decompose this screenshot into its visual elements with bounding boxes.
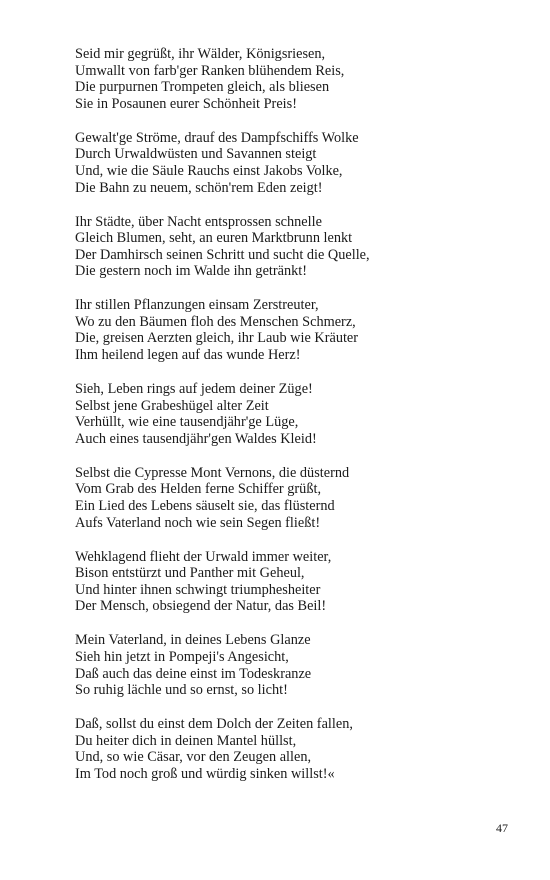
poem-line: Wo zu den Bäumen floh des Menschen Schmerz, <box>75 313 356 330</box>
poem-line: Verhüllt, wie eine tausendjähr'ge Lüge, <box>75 414 299 431</box>
poem-line: Umwallt von farb'ger Ranken blühendem Reis, <box>75 62 345 79</box>
poem-line: Seid mir gegrüßt, ihr Wälder, Königsriesen, <box>75 46 326 62</box>
poem-line: Wehklagend flieht der Urwald immer weiter, <box>75 548 332 565</box>
poem-line: Mein Vaterland, in deines Lebens Glanze <box>75 632 311 649</box>
page-number: 47 <box>496 821 508 835</box>
poem-line: Sieh hin jetzt in Pompeji's Angesicht, <box>75 648 289 665</box>
poem-line: Im Tod noch groß und würdig sinken willst!« <box>75 765 335 782</box>
poem-line: Ein Lied des Lebens säuselt sie, das flüsternd <box>75 498 335 515</box>
poem-line: Der Damhirsch seinen Schritt und sucht die Quelle, <box>75 246 370 263</box>
stanza-1 <box>75 46 515 112</box>
poem-line: Die purpurnen Trompeten gleich, als bliesen <box>75 79 330 96</box>
poem-line: Die, greisen Aerzten gleich, ihr Laub wie Kräuter <box>75 330 359 347</box>
poem-line: Gewalt'ge Ströme, drauf des Dampfschiffs Wolke <box>75 129 359 146</box>
poem-line: Und hinter ihnen schwingt triumphesheiter <box>75 581 321 598</box>
poem-line: Ihr stillen Pflanzungen einsam Zerstreuter, <box>75 297 319 314</box>
stanza-9 <box>75 716 515 782</box>
poem-line: Gleich Blumen, seht, an euren Marktbrunn lenkt <box>75 230 353 247</box>
poem-line: Selbst jene Grabeshügel alter Zeit <box>75 397 269 414</box>
poem-line: Aufs Vaterland noch wie sein Segen fließt! <box>75 514 321 531</box>
poem-line: Daß auch das deine einst im Todeskranze <box>75 665 312 682</box>
poem-line: Du heiter dich in deinen Mantel hüllst, <box>75 732 297 749</box>
poem-line: Auch eines tausendjähr'gen Waldes Kleid! <box>75 430 317 447</box>
poem-line: Vom Grab des Helden ferne Schiffer grüßt, <box>75 481 322 498</box>
stanza-4 <box>75 297 515 363</box>
poem-line: Durch Urwaldwüsten und Savannen steigt <box>75 146 317 163</box>
stanza-7 <box>75 549 515 615</box>
poem-line: Sieh, Leben rings auf jedem deiner Züge! <box>75 381 313 398</box>
stanza-2 <box>75 130 515 196</box>
poem-line: Der Mensch, obsiegend der Natur, das Beil! <box>75 598 327 615</box>
poem-line: Daß, sollst du einst dem Dolch der Zeiten fallen, <box>75 716 353 733</box>
poem-line: Sie in Posaunen eurer Schönheit Preis! <box>75 95 297 112</box>
poem-line: Bison entstürzt und Panther mit Geheul, <box>75 565 305 582</box>
poem-line: Ihm heilend legen auf das wunde Herz! <box>75 347 301 364</box>
poem-body <box>75 46 515 800</box>
poem-line: Und, wie die Säule Rauchs einst Jakobs Volke, <box>75 162 343 179</box>
poem-line: So ruhig lächle und so ernst, so licht! <box>75 682 288 699</box>
stanza-3 <box>75 214 515 280</box>
stanza-6 <box>75 465 515 531</box>
stanza-8 <box>75 632 515 698</box>
stanza-5 <box>75 381 515 447</box>
poem-line: Die gestern noch im Walde ihn getränkt! <box>75 263 308 280</box>
poem-line: Ihr Städte, über Nacht entsprossen schnelle <box>75 213 322 230</box>
poem-line: Selbst die Cypresse Mont Vernons, die düsternd <box>75 464 350 481</box>
poem-line: Die Bahn zu neuem, schön'rem Eden zeigt! <box>75 179 323 196</box>
poem-line: Und, so wie Cäsar, vor den Zeugen allen, <box>75 749 312 766</box>
